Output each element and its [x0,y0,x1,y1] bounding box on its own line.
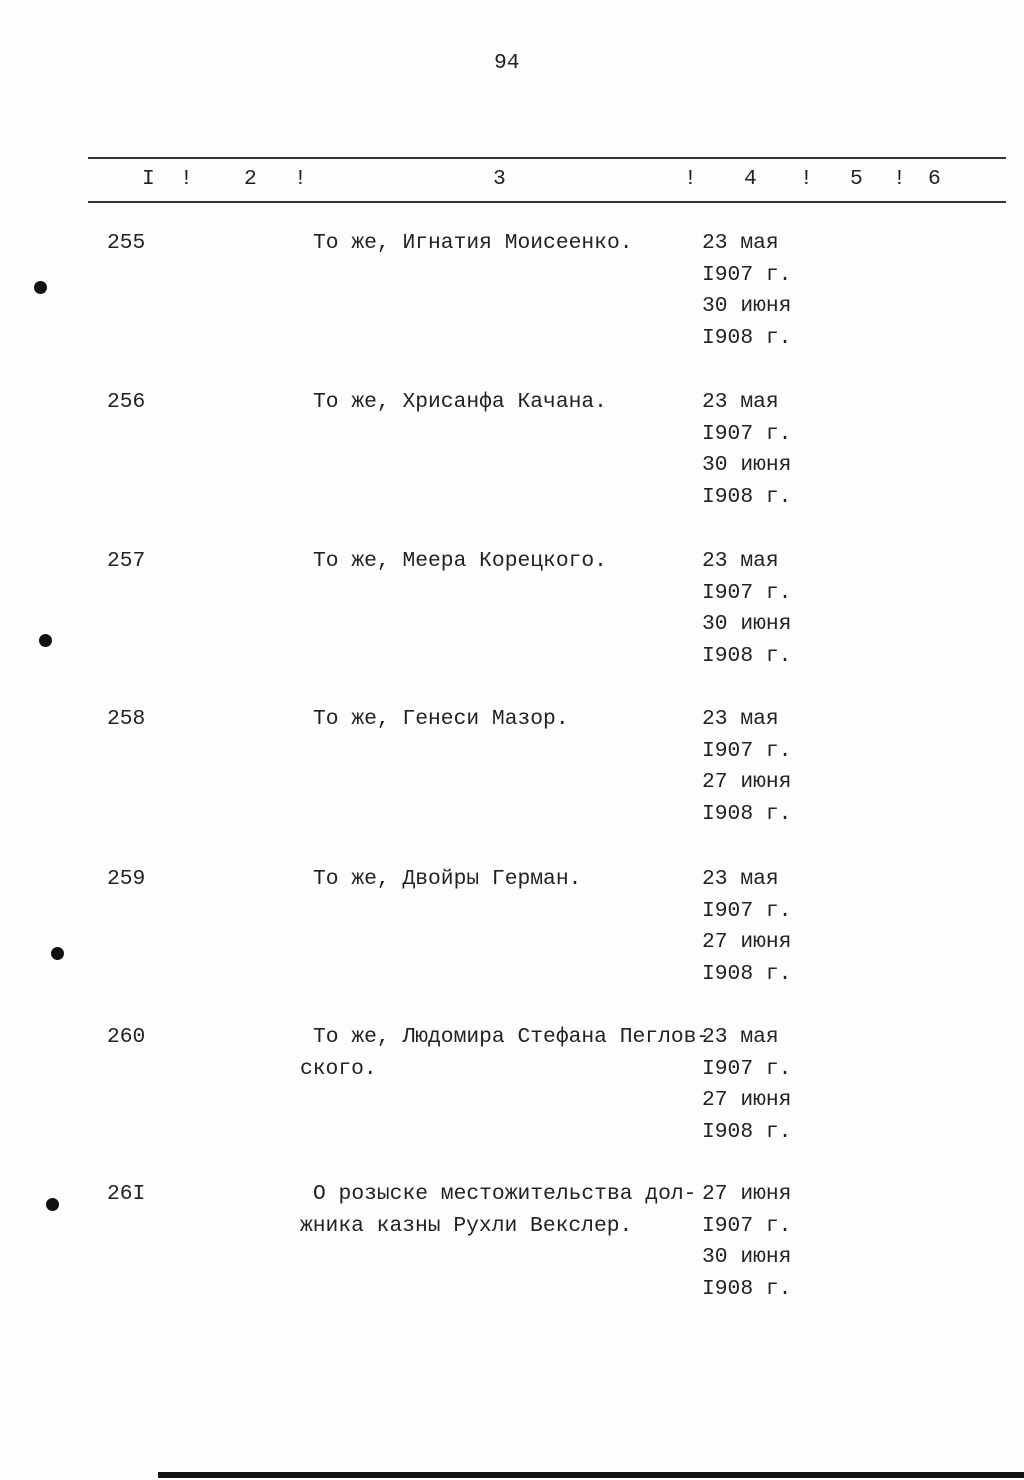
row-date-line: I907 г. [702,421,792,446]
row-description-line: То же, Меера Корецкого. [313,549,607,573]
row-number: 26I [107,1182,146,1206]
row-description-line: То же, Хрисанфа Качана. [313,390,607,414]
table-row [0,1022,1024,1162]
header-col-1: I [142,167,155,191]
row-date-line: I907 г. [702,1056,792,1081]
row-number: 255 [107,231,146,255]
row-description-line: То же, Людомира Стефана Пеглов- [313,1025,710,1049]
row-date-line: 27 июня [702,770,792,795]
row-date-line: 27 июня [702,1088,792,1113]
row-date-line: 27 июня [702,1182,792,1206]
punch-hole [51,947,64,960]
punch-hole [46,1198,59,1211]
header-col-5: 5 [850,167,863,191]
header-top-rule [88,157,1006,159]
row-date-line: I907 г. [702,580,792,605]
table-row [0,546,1024,686]
page-number: 94 [494,51,520,75]
header-separator: ! [294,167,307,191]
row-date-line: 30 июня [702,612,792,637]
table-row [0,864,1024,1004]
header-col-6: 6 [928,167,941,191]
header-col-3: 3 [493,167,506,191]
row-description-line: жника казны Рухли Векслер. [300,1213,633,1238]
row-date-line: I907 г. [702,1213,792,1238]
row-date-line: I907 г. [702,738,792,763]
row-date-line: 23 мая [702,549,779,573]
row-description-line: То же, Двойры Герман. [313,867,582,891]
table-row [0,228,1024,368]
row-date-line: 27 июня [702,930,792,955]
punch-hole [34,281,47,294]
header-separator: ! [893,167,906,191]
row-number: 258 [107,707,146,731]
header-col-2: 2 [244,167,257,191]
header-bottom-rule [88,201,1006,203]
row-description-line: То же, Генеси Мазор. [313,707,569,731]
row-date-line: 30 июня [702,294,792,319]
row-date-line: 23 мая [702,1025,779,1049]
row-date-line: 23 мая [702,231,779,255]
table-row [0,1179,1024,1319]
row-date-line: I908 г. [702,1119,792,1144]
row-date-line: 23 мая [702,707,779,731]
row-number: 259 [107,867,146,891]
table-row [0,704,1024,844]
punch-hole [39,634,52,647]
row-description-line: ского. [300,1056,377,1081]
header-separator: ! [180,167,193,191]
row-date-line: 30 июня [702,453,792,478]
bottom-rule [158,1472,1024,1478]
row-date-line: I908 г. [702,961,792,986]
row-number: 257 [107,549,146,573]
header-separator: ! [684,167,697,191]
row-date-line: 30 июня [702,1245,792,1270]
row-description-line: То же, Игнатия Моисеенко. [313,231,633,255]
row-date-line: I908 г. [702,325,792,350]
row-date-line: I908 г. [702,1276,792,1301]
row-date-line: I907 г. [702,262,792,287]
row-number: 260 [107,1025,146,1049]
row-date-line: 23 мая [702,390,779,414]
table-row [0,387,1024,527]
row-date-line: I907 г. [702,898,792,923]
header-col-4: 4 [744,167,757,191]
row-description-line: О розыске местожительства дол- [313,1182,697,1206]
row-number: 256 [107,390,146,414]
row-date-line: 23 мая [702,867,779,891]
row-date-line: I908 г. [702,643,792,668]
row-date-line: I908 г. [702,484,792,509]
header-separator: ! [800,167,813,191]
row-date-line: I908 г. [702,801,792,826]
